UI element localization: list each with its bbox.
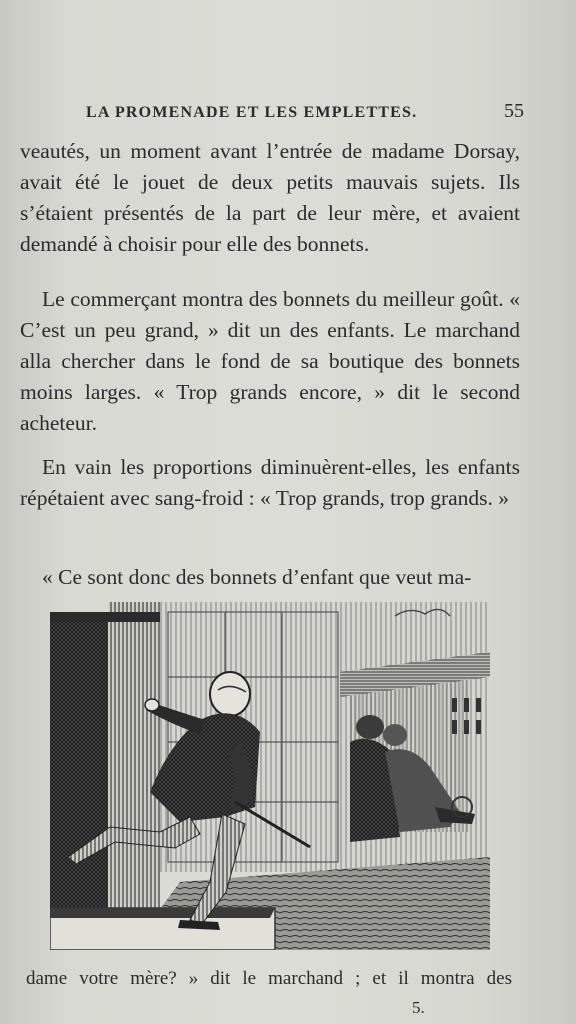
- paragraph-4: [20, 562, 520, 593]
- signature-mark: 5.: [412, 998, 425, 1017]
- paragraph-1: [20, 136, 520, 260]
- engraving-illustration: [50, 602, 490, 950]
- paragraph-text: En vain les proportions diminuèrent-elles, les enfants répétaient avec sang-froid : « Trop grands, trop grands. »: [20, 455, 520, 510]
- paragraph-2: [20, 284, 520, 439]
- running-header: [86, 100, 524, 123]
- paragraph-text: Le commerçant montra des bonnets du meilleur goût. « C’est un peu grand, » dit un des enfants. Le marchand alla chercher dans le fond de sa boutique des bonnets moins larges. « Trop grands encore, » dit le second acheteur.: [20, 287, 520, 435]
- paragraph-text: « Ce sont donc des bonnets d’enfant que veut ma-: [42, 565, 472, 589]
- page-number: 55: [504, 100, 524, 122]
- chapter-title: LA PROMENADE ET LES EMPLETTES.: [86, 104, 418, 121]
- paragraph-text: veautés, un moment avant l’entrée de madame Dorsay, avait été le jouet de deux petits mauvais sujets. Ils s’étaient présentés de la part de leur mère, et avaient demandé à choisir pour elle des bonnets.: [20, 139, 520, 256]
- bottom-text-line: dame votre mère? » dit le marchand ; et il montra des: [26, 968, 512, 989]
- paragraph-3: [20, 452, 520, 514]
